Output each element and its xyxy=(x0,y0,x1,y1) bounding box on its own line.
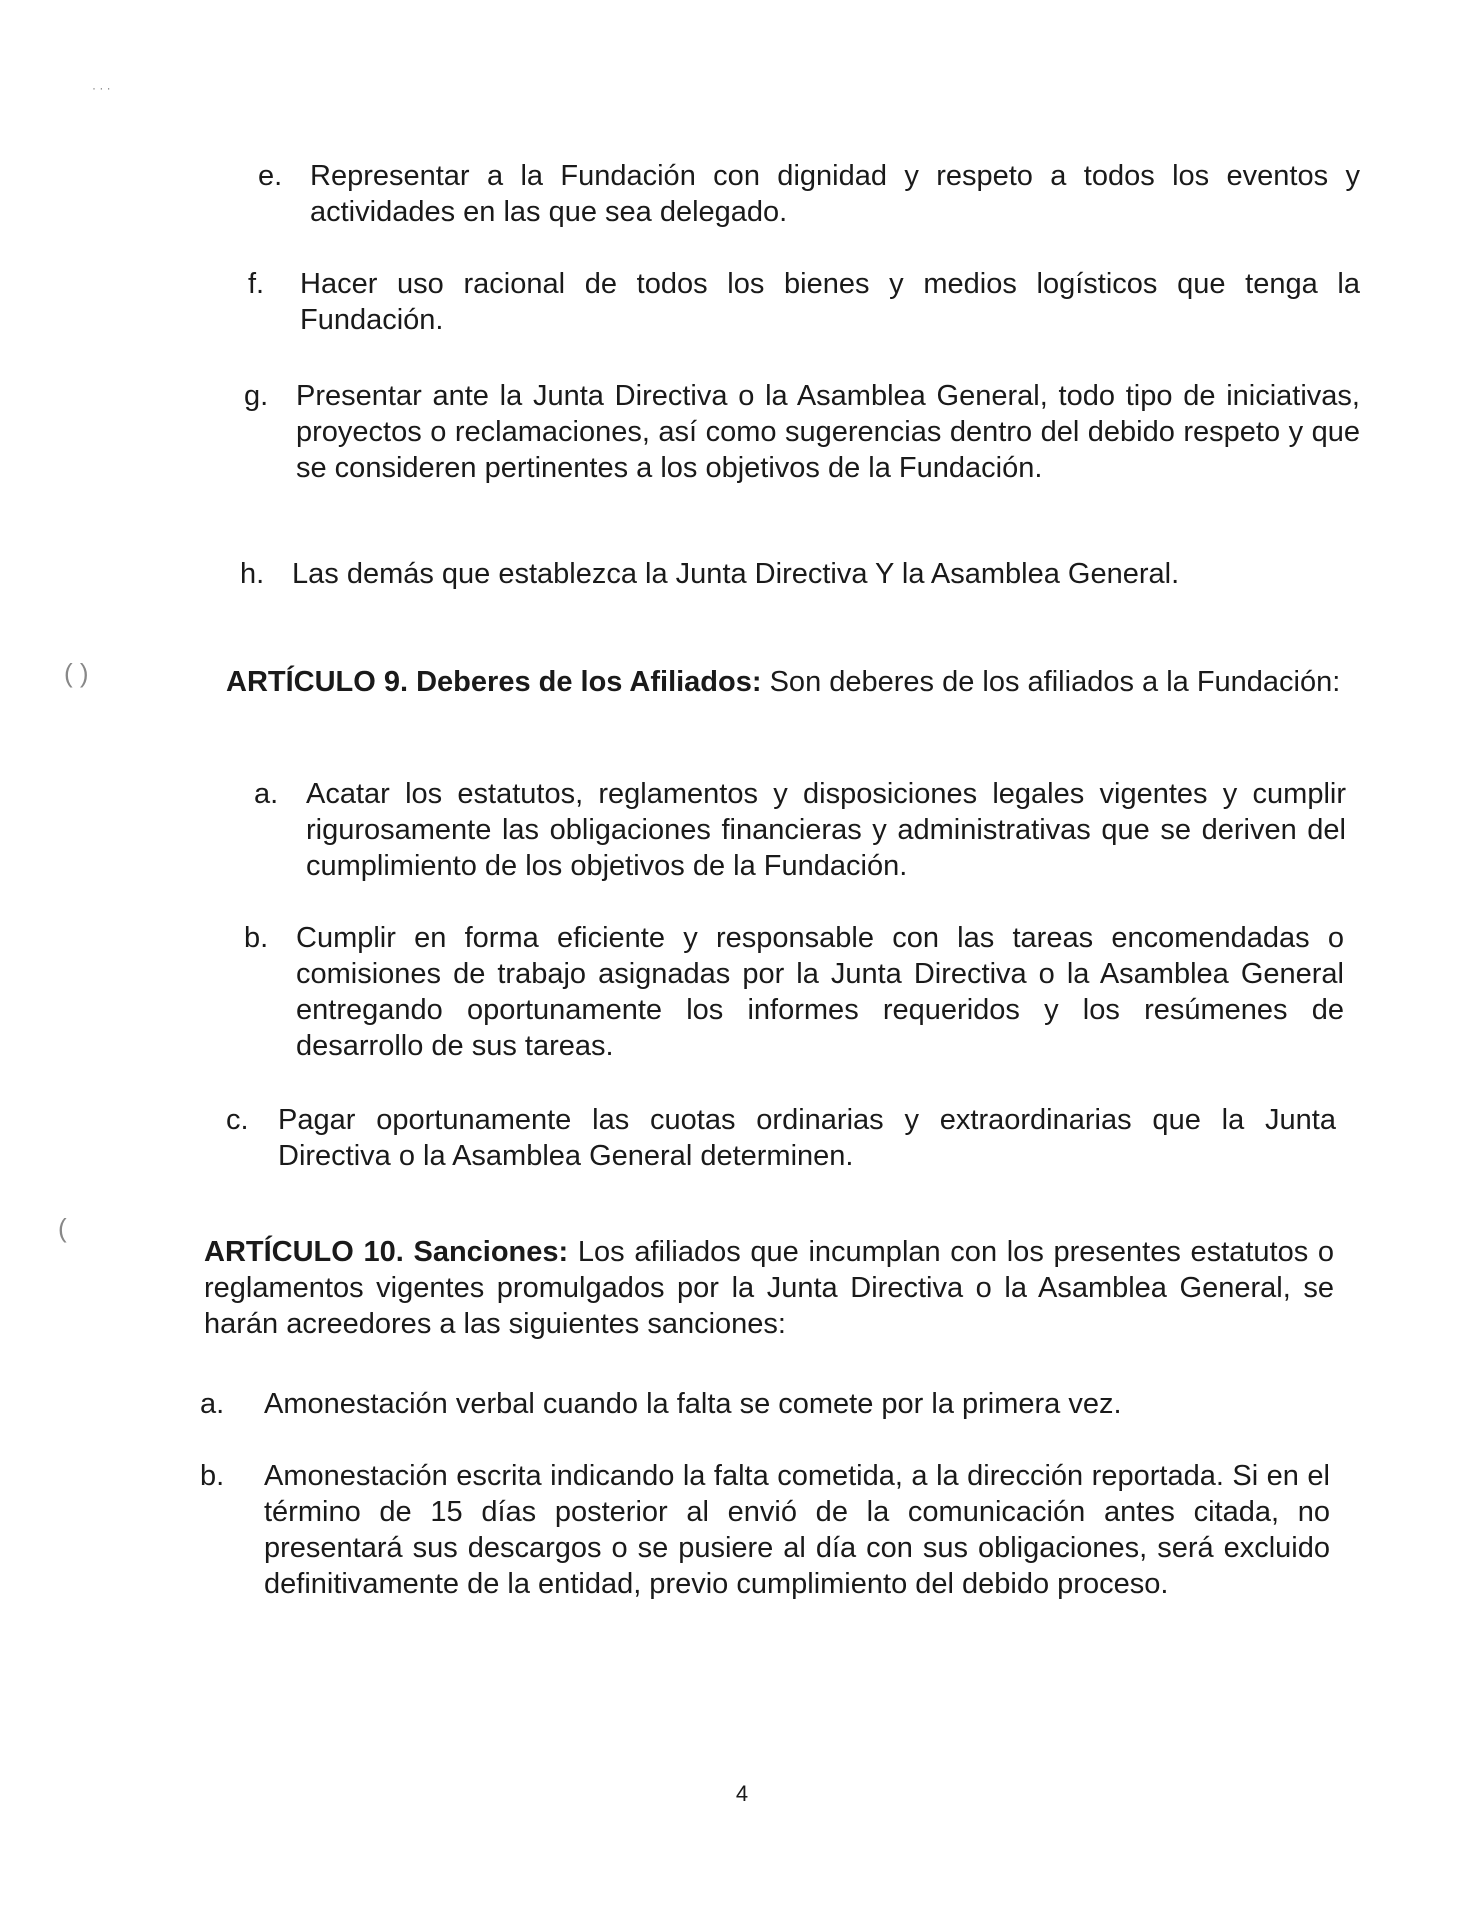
list-text: Las demás que establezca la Junta Directiva Y la Asamblea General. xyxy=(292,558,1180,590)
page-number: 4 xyxy=(735,1781,749,1806)
list-letter: a. xyxy=(254,778,279,810)
list-item-h xyxy=(240,556,1360,592)
list-text: Representar a la Fundación con dignidad y respeto a todos los eventos y actividades en las que sea delegado. xyxy=(310,160,1360,228)
list-letter: b. xyxy=(244,922,269,954)
article-10-intro: Los afiliados que incumplan con los presentes estatutos o reglamentos vigentes promulgados por la Junta Directiva o la Asamblea General, se harán acreedores a las siguientes sanciones: xyxy=(204,1236,1335,1340)
margin-mark: ( ) xyxy=(64,658,89,688)
list-letter: b. xyxy=(200,1460,225,1492)
list-text: Presentar ante la Junta Directiva o la Asamblea General, todo tipo de iniciativas, proyectos o reclamaciones, así como sugerencias dentro del debido respeto y que se consideren pertinentes a los objetivos de la Fundación. xyxy=(296,380,1360,484)
list-text: Amonestación verbal cuando la falta se comete por la primera vez. xyxy=(264,1388,1122,1420)
margin-mark: ( xyxy=(58,1213,67,1243)
list-item-g xyxy=(244,378,1360,486)
article-10-title: ARTÍCULO 10. Sanciones: xyxy=(204,1236,569,1268)
list-text: Cumplir en forma eficiente y responsable con las tareas encomendadas o comisiones de trabajo asignadas por la Junta Directiva o la Asamblea General entregando oportunamente los informes requeridos y los resúmenes de desarrollo de sus tareas. xyxy=(296,922,1344,1062)
article-9-intro: Son deberes de los afiliados a la Fundación: xyxy=(769,666,1341,698)
list-item-f xyxy=(248,266,1360,338)
list-letter: f. xyxy=(248,268,265,300)
list-item-e xyxy=(258,158,1360,230)
list-letter: g. xyxy=(244,380,269,412)
list-text: Amonestación escrita indicando la falta cometida, a la dirección reportada. Si en el término de 15 días posterior al envió de la comunicación antes citada, no presentará sus descargos o se pusiere al día con sus obligaciones, será excluido definitivamente de la entidad, previo cumplimiento del debido proceso. xyxy=(264,1460,1330,1600)
list-text: Acatar los estatutos, reglamentos y disposiciones legales vigentes y cumplir rigurosamente las obligaciones financieras y administrativas que se deriven del cumplimiento de los objetivos de la Fundación. xyxy=(306,778,1346,882)
list-letter: h. xyxy=(240,558,265,590)
article-9-item-a xyxy=(254,776,1346,884)
list-letter: c. xyxy=(226,1104,249,1136)
scan-speck: · · · xyxy=(92,81,111,95)
article-10-item-a xyxy=(200,1386,1330,1422)
article-9-heading xyxy=(226,664,1356,700)
article-10-heading xyxy=(204,1234,1334,1342)
article-9-item-c xyxy=(226,1102,1336,1174)
article-10-item-b xyxy=(200,1458,1330,1602)
article-9-title: ARTÍCULO 9. Deberes de los Afiliados: xyxy=(226,666,762,698)
list-letter: e. xyxy=(258,160,283,192)
list-letter: a. xyxy=(200,1388,225,1420)
article-9-item-b xyxy=(244,920,1344,1064)
list-text: Hacer uso racional de todos los bienes y medios logísticos que tenga la Fundación. xyxy=(300,268,1360,336)
list-text: Pagar oportunamente las cuotas ordinarias y extraordinarias que la Junta Directiva o la Asamblea General determinen. xyxy=(278,1104,1336,1172)
